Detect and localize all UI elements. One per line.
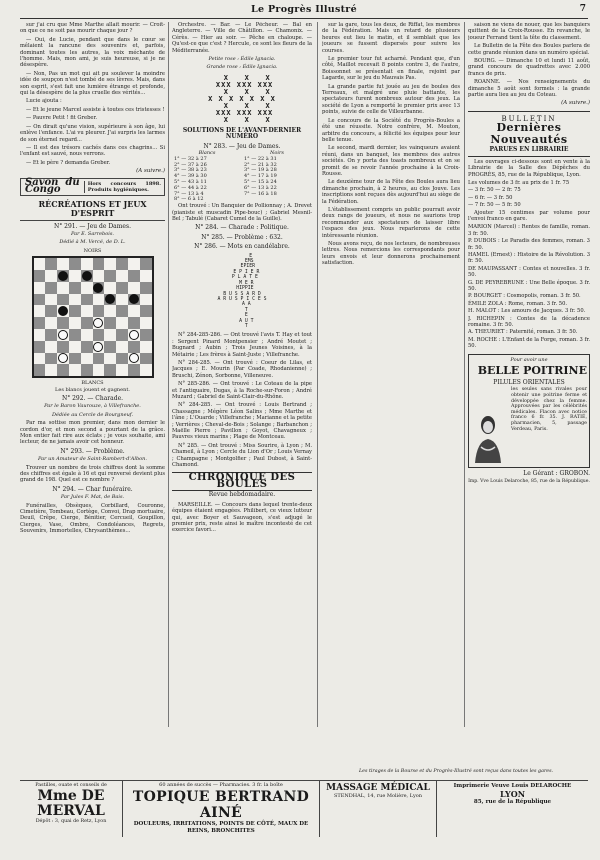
- solution-2: N° 284. — Charade : Politique.: [195, 224, 289, 232]
- board-square: [34, 305, 46, 317]
- board-square: [45, 270, 57, 282]
- board-square: [57, 329, 69, 341]
- answer-paragraph: N° 285-286. — Ont trouvé : Le Coteau de la pipe et l'antiquaire, Dugas, à la Roche-sur-Foron ; André Muzard ; Gabriel de Saint-Clair-du-Rhône.: [172, 381, 312, 401]
- board-square: [116, 364, 128, 376]
- massage-ad: [320, 781, 437, 837]
- column-2: [172, 22, 312, 732]
- board-square: [93, 341, 105, 353]
- moves-cell: 5° — 15 à 24: [244, 179, 277, 186]
- board-square: [128, 270, 140, 282]
- candelabra-word-puzzle: E EMS EPIER E P I E R P L A T E M E R HIPPIE B U S S A R D A R U S P I C E S A A T E A U T T: [217, 253, 267, 329]
- boules-paragraph: Nous avons reçu, de nos lecteurs, de nombreuses lettres. Nous remercions les correspondants pour leurs envois et leur donnerons prochainement satisfaction.: [322, 241, 460, 267]
- book-item: HAMEL (Ernest) : Histoire de la Révolution. 3 fr. 50.: [468, 251, 590, 265]
- board-top-label: NOIRS: [83, 247, 102, 254]
- checkers-board: [32, 256, 154, 378]
- intro-paragraph: Le Bulletin de la Fête des Boules parlera de cette grande réunion dans un numéro spécial.: [468, 43, 590, 56]
- price-item: — 3 fr. 50 — 2 fr. 75: [468, 187, 521, 194]
- story-paragraph: — Et le père ? demanda Greber.: [26, 159, 111, 166]
- board-square: [140, 317, 152, 329]
- boules-paragraph: La grande partie fut jouée au jeu de boules des Terreaux, et malgré une pluie battante, les spectateurs furent nombreux autour des jeux. La société de Lyon a remporté le premier prix avec 13 points, suivie de celle de Villeurbanne.: [322, 83, 460, 116]
- board-square: [45, 294, 57, 306]
- printer-line: Imp. Vve Louis Delaroche, 85, rue de la République.: [468, 479, 590, 485]
- board-square: [69, 317, 81, 329]
- black-piece: [58, 306, 68, 316]
- pattern-label: Petite rose : Édile Ignacia.: [208, 56, 276, 63]
- board-square: [81, 282, 93, 294]
- white-piece: [58, 330, 68, 340]
- board-square: [69, 294, 81, 306]
- board-square: [45, 317, 57, 329]
- massage-sub: STENDHAL, 14, rue Molière, Lyon: [333, 793, 423, 799]
- board-square: [128, 258, 140, 270]
- belle-text: les seules sans rivales pour obtenir une poitrine ferme et développée chez la femme. Approuvées par les célébrités médicales. Flacon avec notice franco 6 fr. 35. J. RATIÉ, pharmacien, 5, passage Verdeau, Paris.: [511, 387, 587, 432]
- board-square: [69, 353, 81, 365]
- board-square: [104, 294, 116, 306]
- boules-paragraph: L'établissement compris un public pourrait avoir deux rangs de joueurs, et nous ne saurions trop recommander aux spectateurs de laisser libre l'espace des jeux. Nous reparlerons de cette intéressante réunion.: [322, 206, 460, 239]
- board-square: [45, 353, 57, 365]
- woman-portrait-illustration: [471, 413, 505, 463]
- bottom-note: Les tirages de la Bourse et du Progrès-Illustré sont reçus dans toutes les gares.: [358, 769, 554, 774]
- white-piece: [58, 353, 68, 363]
- column-4: [468, 22, 590, 732]
- board-square: [128, 341, 140, 353]
- board-square: [93, 317, 105, 329]
- board-square: [45, 364, 57, 376]
- problem-number: N° 291. — Jeu de Dames.: [54, 222, 131, 230]
- board-square: [128, 317, 140, 329]
- board-square: [104, 341, 116, 353]
- imprimerie-ad: [437, 781, 588, 837]
- solution-3: N° 285. — Problème : 632.: [201, 233, 283, 241]
- board-square: [116, 329, 128, 341]
- story-paragraph: — Il est des trésors cachés dans ces chagrins... Si l'enfant est sauvé, nous verrons.: [20, 144, 165, 158]
- board-square: [93, 364, 105, 376]
- board-square: [45, 258, 57, 270]
- white-piece: [93, 318, 103, 328]
- merval-address: Dépôt : 3, quai de Retz, Lyon: [35, 818, 107, 824]
- manager-signature: Le Gérant : GROBON.: [523, 469, 590, 477]
- belle-poitrine-ad: [468, 354, 590, 468]
- intro-text: Orchestre. — Bar. — Le Pêcheur. — Bal en Angleterre. — Ville de Châtillon. — Chamonix. — Cérès. — Hier au soir. — Pêche en chaloupe. — Qu'est-ce que c'est ? Hercule, ce sont les fleurs de la Méditerranée.: [172, 22, 312, 54]
- merval-name: Mme DE MERVAL: [37, 787, 105, 819]
- moves-cell: 2° — 21 à 32: [244, 161, 277, 168]
- answer-paragraph: N° 285. — Ont trouvé : Miss Sourire, à Lyon ; M. Chameil, à Lyon ; Cercle du Lion d'Or ; Louis Vernay ; Champagne ; Montgolfier ; Paul Dubost, à Saint-Chamond.: [172, 442, 312, 469]
- board-square: [140, 294, 152, 306]
- boules-paragraph: Le second, mardi dernier, les vainqueurs avaient réuni, dans un banquet, les membres des autres sociétés. On y porta des toasts nombreux et on se promit de se revoir l'année prochaine à la Croix-Rousse.: [322, 145, 460, 177]
- imprimerie-top: Imprimerie Veuve Louis DELAROCHE: [453, 783, 572, 789]
- intro-paragraph: BOURG. — Dimanche 10 et lundi 11 août, grand concours de quadrettes avec 2.000 francs de prix.: [468, 58, 590, 77]
- board-square: [81, 341, 93, 353]
- board-square: [128, 329, 140, 341]
- board-square: [81, 305, 93, 317]
- board-square: [128, 353, 140, 365]
- board-square: [57, 317, 69, 329]
- board-square: [128, 305, 140, 317]
- board-square: [69, 341, 81, 353]
- board-square: [116, 305, 128, 317]
- board-square: [34, 294, 46, 306]
- board-square: [81, 353, 93, 365]
- pattern-sub: Grande rose : Édile Ignacia.: [206, 64, 278, 71]
- to-be-continued: (A suivre.): [136, 168, 165, 175]
- answer-paragraph: N° 284-285. — Ont trouvé : Louis Bertrand ; Chassagne ; Mégère Léon Salins ; Mme Marthe et l'âne ; L'Ouarde ; Villefranche ; Marianne et la petite ; Verrières ; Cheval-de-Bois ; Solange ; Barbanchon ; Maëlle Pierre ; Pavillon ; Goyot, Chavagneux ; Pauvres vieux marins ; Plage de Montceau.: [172, 402, 312, 441]
- answer-paragraph: N° 284-285-286. — Ont trouvé l'avis T. Hay et tout : Sergent Pinard Montpensier ; André Moutet ; Bugnard ; Aubin ; Trois Jeunes Voisines, à la Métairie ; Les frères à Saint-Juste ; Villefranche.: [172, 332, 312, 358]
- savon-congo-ad: [20, 178, 165, 196]
- board-square: [45, 282, 57, 294]
- board-square: [34, 329, 46, 341]
- belle-top: Pour avoir une: [510, 356, 548, 363]
- moves-cell: 7° — 13 à 4: [174, 190, 204, 197]
- problem2-author: Par un Amateur de Saint-Rambert-d'Albon.: [38, 456, 147, 463]
- price-item: — 6 fr. — 3 fr. 50: [468, 194, 513, 201]
- problem2-number: N° 293. — Problème.: [60, 447, 125, 455]
- board-square: [69, 270, 81, 282]
- board-square: [57, 258, 69, 270]
- intro-paragraph: ROANNE. — Nos renseignements du dimanche 5 août sont formels : la grande partie aura lieu au jeu du Coteau.: [468, 79, 590, 99]
- board-bottom-label: BLANCS: [81, 380, 104, 387]
- moves-header: Noirs: [270, 150, 284, 157]
- black-piece: [105, 294, 115, 304]
- belle-title: BELLE POITRINE: [477, 364, 587, 378]
- white-piece: [93, 342, 103, 352]
- moves-cell: 4° — 39 à 30: [174, 173, 207, 180]
- black-piece: [58, 271, 68, 281]
- moves-cell: 5° — 43 à 11: [174, 179, 207, 186]
- board-square: [57, 364, 69, 376]
- column-divider: [168, 22, 169, 727]
- charade-number: N° 292. — Charade.: [61, 394, 124, 402]
- board-square: [57, 270, 69, 282]
- board-square: [93, 329, 105, 341]
- board-square: [81, 258, 93, 270]
- ad-name: Savon du Congo: [25, 177, 80, 195]
- bulletin-note: Les ouvrages ci-dessous sont en vente à la Librairie de la Salle des Dépêches du PROGRÈS, 85, rue de la République, Lyon.: [468, 158, 590, 178]
- board-square: [104, 258, 116, 270]
- board-square: [69, 258, 81, 270]
- story-paragraph: — Pauvre Petit ! fit Greber.: [26, 115, 98, 122]
- board-square: [34, 258, 46, 270]
- boules-paragraph: Le premier tour fut acharné. Pendant que, d'un côté, Maillot recevait 8 points contre 3, de l'autre, Boissonnet se présentait en finale, rejoint par Lagarde, sur le jeu du Mauvais Pas.: [322, 56, 460, 82]
- chronicle-title: CHRONIQUE DES BOULES: [172, 472, 312, 491]
- solution-4: N° 286. — Mots en candélabre.: [194, 243, 290, 251]
- moves-table: [172, 151, 312, 203]
- board-square: [81, 294, 93, 306]
- solution-1: N° 283. — Jeu de Dames.: [203, 142, 281, 150]
- massage-name: MASSAGE MÉDICAL: [326, 783, 430, 793]
- moves-cell: 7° — 16 à 18: [244, 190, 277, 197]
- bulletin-header: [468, 111, 590, 157]
- board-square: [81, 317, 93, 329]
- board-square: [104, 353, 116, 365]
- story-paragraph: — Et le jeune Marcel assiste à toutes ces tristesses !: [26, 106, 165, 113]
- board-square: [69, 364, 81, 376]
- board-square: [116, 353, 128, 365]
- book-list: [468, 224, 590, 349]
- board-square: [140, 258, 152, 270]
- bulletin-label: BULLETIN: [501, 114, 557, 123]
- board-square: [34, 364, 46, 376]
- board-square: [116, 294, 128, 306]
- board-square: [57, 305, 69, 317]
- moves-cell: 1° — 32 à 27: [174, 155, 207, 162]
- board-square: [116, 341, 128, 353]
- column-1: [20, 22, 165, 732]
- book-item: P. DUBOIS : Le Paradis des femmes, roman. 3 fr. 50.: [468, 238, 590, 251]
- board-square: [69, 282, 81, 294]
- book-item: A. THEURIET : Paternité, roman. 3 fr. 50.: [468, 329, 578, 336]
- board-square: [116, 258, 128, 270]
- topique-bertrand-ad: [123, 781, 320, 837]
- moves-cell: 6° — 44 à 22: [174, 184, 207, 191]
- book-item: J. RICHEPIN : Contes de la décadence romaine. 3 fr. 50.: [468, 315, 590, 329]
- board-square: [69, 329, 81, 341]
- board-square: [93, 258, 105, 270]
- solutions-title: SOLUTIONS DE L'AVANT-DERNIER NUMÉRO: [182, 126, 302, 141]
- story-paragraph: — On dirait qu'une vision, supérieure à son âge, lui enlève l'enfance. L'ai vu pleurer. J'ai surpris les larmes de son éternel regard...: [20, 123, 165, 143]
- boules-paragraph: Le deuxième tour de la Fête des Boules aura lieu dimanche prochain, à 2 heures, au clos Jouve. Les inscriptions sont reçues dès aujourd'hui au siège de la Fédération.: [322, 179, 460, 205]
- moves-cell: 8° — 6 à 12: [174, 196, 204, 203]
- footer-ads: [20, 780, 588, 837]
- charade-dedication: Dédiée au Cercle de Bourgneuf.: [51, 411, 134, 418]
- chronicle-text: MARSEILLE. — Concours dans lequel trente-deux équipes étaient engagées. Philibert, ce vieux lutteur qui, avec Boyer et Sauvageon, s'est adjugé le premier prix, reste ainsi le maître incontesté de cet exercice favori...: [172, 501, 312, 534]
- boules-paragraph: Le concours de la Société du Progrès-Boules a été une réussite. Notre confrère, M. Mouton, arbitre du concours, a félicité les équipes pour leur belle tenue.: [322, 117, 460, 143]
- topique-name: TOPIQUE BERTRAND AINÉ: [132, 788, 310, 821]
- moves-cell: 4° — 17 à 19: [244, 173, 277, 180]
- board-square: [140, 341, 152, 353]
- imprimerie-city: LYON: [499, 789, 526, 799]
- board-caption: Les blancs jouent et gagnent.: [55, 386, 130, 393]
- boules-text: [322, 22, 460, 267]
- charade-text: Par ma sottise mon premier, dans mon dernier le cordon d'or, et mon second a pourtant de la grâce. Mon entier fait rire aux éclats ; je vous souhaite, ami lecteur, de ne jamais avoir cet honneur.: [20, 420, 165, 446]
- board-square: [104, 270, 116, 282]
- imprimerie-address: 85, rue de la République: [473, 799, 552, 805]
- board-square: [45, 341, 57, 353]
- story-paragraph: — Non, Pas un mot qui ait pu soulever la moindre idée de soupçon n'est tombé de ses lèvres. Mais, dans son esprit, s'est fait une lumière étrange et profonde, qui la désespère de la plus cruelle des vérités...: [20, 70, 165, 97]
- price-item: Les volumes de 3 fr. au prix de 1 fr. 75: [468, 179, 570, 186]
- board-square: [81, 364, 93, 376]
- page-number: 7: [579, 4, 586, 14]
- solution-1-note: Ont trouvé : Un Banquier de Pollionnay ; A. Drevet (pianiste et muscadin Pipe-bouc) ; Gabriel Mesnil-Bel ; Tabulé (Cabaret Cumel de la Guille).: [172, 203, 312, 223]
- answer-paragraph: N° 284-285. — Ont trouvé : Coeur de Lilas, et Jacques ; E. Mourin (Par Coade, Rhodanienne) ; Bruschi, Zénon, Sorbonne, Villeneuve.: [172, 359, 312, 379]
- funeral-author: Par Jules F. Mat, de Bais.: [60, 494, 125, 501]
- board-square: [81, 329, 93, 341]
- board-square: [116, 317, 128, 329]
- board-square: [93, 282, 105, 294]
- board-square: [57, 341, 69, 353]
- page-header: [20, 4, 588, 18]
- story-paragraph: — Oui, de Lucie, pendant que dans le cœur se mêlaient la rancune des souvenirs et, parfois, dominant toutes les autres, la voix méchante de l'homme. Mais, mon ami, je suis heureuse, si je ne désespère.: [20, 36, 165, 69]
- black-piece: [129, 294, 139, 304]
- merval-ad: [20, 781, 123, 837]
- board-square: [140, 353, 152, 365]
- board-square: [34, 270, 46, 282]
- book-item: MARION (Marcel) : Rentes de famille, roman. 3 fr. 50.: [468, 224, 590, 237]
- column-divider: [317, 22, 318, 727]
- moves-cell: 3° — 19 à 28: [244, 167, 277, 174]
- book-item: G. DE PEYREBRUNE : Une Belle époque. 3 fr. 50.: [468, 279, 590, 292]
- funeral-number: N° 294. — Char funéraire.: [52, 485, 133, 493]
- board-square: [140, 364, 152, 376]
- section-title: RÉCRÉATIONS ET JEUX D'ESPRIT: [20, 200, 165, 221]
- boules-paragraph: sur la gare, tous les deux, de Riffat, les membres de la Fédération. Mais un retard de plusieurs heures eut lieu le matin, et il semblait que les joueurs se fussent dispersés pour suivre les courses.: [322, 22, 460, 54]
- price-list: [468, 180, 590, 209]
- board-square: [57, 294, 69, 306]
- story-text: [20, 22, 165, 166]
- board-square: [104, 282, 116, 294]
- board-square: [81, 270, 93, 282]
- column-3: [322, 22, 460, 732]
- book-item: M. ROCHE : L'Enfant de la Forge, roman. 3 fr. 50.: [468, 336, 590, 350]
- problem2-text: Trouver un nombre de trois chiffres dont la somme des chiffres est égale à 16 et qui renversé devient plus grand de 198. Quel est ce nombre ?: [20, 464, 165, 484]
- black-piece: [82, 271, 92, 281]
- board-square: [140, 270, 152, 282]
- header-rule: [20, 18, 588, 19]
- answers-list: [172, 332, 312, 468]
- board-square: [128, 294, 140, 306]
- column-divider: [464, 22, 465, 727]
- moves-cell: 1° — 22 à 31: [244, 155, 277, 162]
- chronicle-subtitle: Revue hebdomadaire.: [208, 491, 276, 499]
- column-4-intro: [468, 22, 590, 98]
- ad-note: Hors concours 1898. Produits hygiéniques.: [84, 181, 164, 193]
- board-square: [69, 305, 81, 317]
- cross-stitch-pattern: X X X XXX XXX XXX X X X X X X X X X X X X X XXX XXX XXX X X X: [208, 73, 276, 124]
- bulletin-title: Dernières Nouveautés: [490, 121, 568, 147]
- board-square: [93, 305, 105, 317]
- book-item: ÉMILE ZOLA : Rome, roman. 3 fr. 50.: [468, 300, 568, 307]
- topique-sub: DOULEURS, IRRITATIONS, POINTS DE CÔTÉ, MAUX DE REINS, BRONCHITES: [133, 820, 309, 834]
- board-square: [57, 353, 69, 365]
- book-item: H. MALOT : Les amours de Jacques. 3 fr. 50.: [468, 308, 586, 315]
- to-be-continued: (A suivre.): [561, 100, 590, 107]
- book-item: DE MAUPASSANT : Contes et nouvelles. 3 fr. 50.: [468, 265, 590, 279]
- book-item: P. BOURGET : Cosmopolis, roman. 3 fr. 50.: [468, 293, 581, 300]
- board-square: [45, 305, 57, 317]
- moves-cell: 3° — 38 à 23: [174, 167, 207, 174]
- story-paragraph: Lucie ajouta :: [26, 98, 62, 105]
- board-square: [34, 353, 46, 365]
- intro-paragraph: saison ne viens de nouer, que les banquiers quittent de la Croix-Rousse. En revanche, le joueur Ferrand tient la tête du classement.: [468, 22, 590, 41]
- white-piece: [129, 353, 139, 363]
- black-piece: [93, 283, 103, 293]
- board-square: [93, 270, 105, 282]
- merval-top: Pastilles, ouate et conseils de: [35, 783, 107, 788]
- board-square: [128, 282, 140, 294]
- story-paragraph: sur j'ai cru que Mme Marthe allait mourir. — Croit-on que ce ne soit pas mourir chaque jour ?: [20, 22, 165, 35]
- board-square: [34, 282, 46, 294]
- board-square: [93, 294, 105, 306]
- moves-header: Blancs: [198, 150, 216, 157]
- board-square: [116, 282, 128, 294]
- board-square: [93, 353, 105, 365]
- funeral-text: Funérailles, Obsèques, Corbillard, Couronne, Cimetière, Tombeau, Cortège, Convoi, Drap mortuaire, Deuil, Crêpe, Cierge, Bénitier, Cercueil, Goupillon, Cierges, Vase, Ombre, Condoléances, Regrets, Souvenirs, Immortelles, Chrysanthèmes...: [20, 502, 165, 535]
- board-square: [140, 305, 152, 317]
- board-square: [57, 282, 69, 294]
- white-piece: [129, 330, 139, 340]
- newspaper-title: Le Progrès Illustré: [251, 4, 357, 15]
- moves-cell: 2° — 37 à 26: [174, 161, 207, 168]
- problem-author: Par E. Sarrebois.: [70, 230, 115, 237]
- bulletin-subtitle: PARUES EN LIBRAIRIE: [489, 146, 569, 154]
- board-square: [34, 341, 46, 353]
- franco-note: Ajouter 15 centimes par volume pour l'envoi franco en gare.: [468, 209, 590, 222]
- board-square: [116, 270, 128, 282]
- board-square: [140, 329, 152, 341]
- board-square: [104, 364, 116, 376]
- belle-sub: PILULES ORIENTALES: [493, 379, 565, 387]
- problem-dedication: Dédié à M. Vercé, de D. L.: [59, 239, 126, 246]
- board-square: [104, 317, 116, 329]
- board-square: [104, 329, 116, 341]
- topique-small: 60 années de succès — Pharmacies. 3 fr. la boîte: [159, 782, 283, 788]
- moves-cell: 6° — 13 à 22: [244, 184, 277, 191]
- board-square: [34, 317, 46, 329]
- charade-author: Par le Baron Vaurouze, à Villefranche.: [44, 403, 141, 410]
- board-square: [128, 364, 140, 376]
- price-item: — 7 fr. 50 — 5 fr. 50: [468, 202, 521, 209]
- board-square: [45, 329, 57, 341]
- board-square: [104, 305, 116, 317]
- board-square: [140, 282, 152, 294]
